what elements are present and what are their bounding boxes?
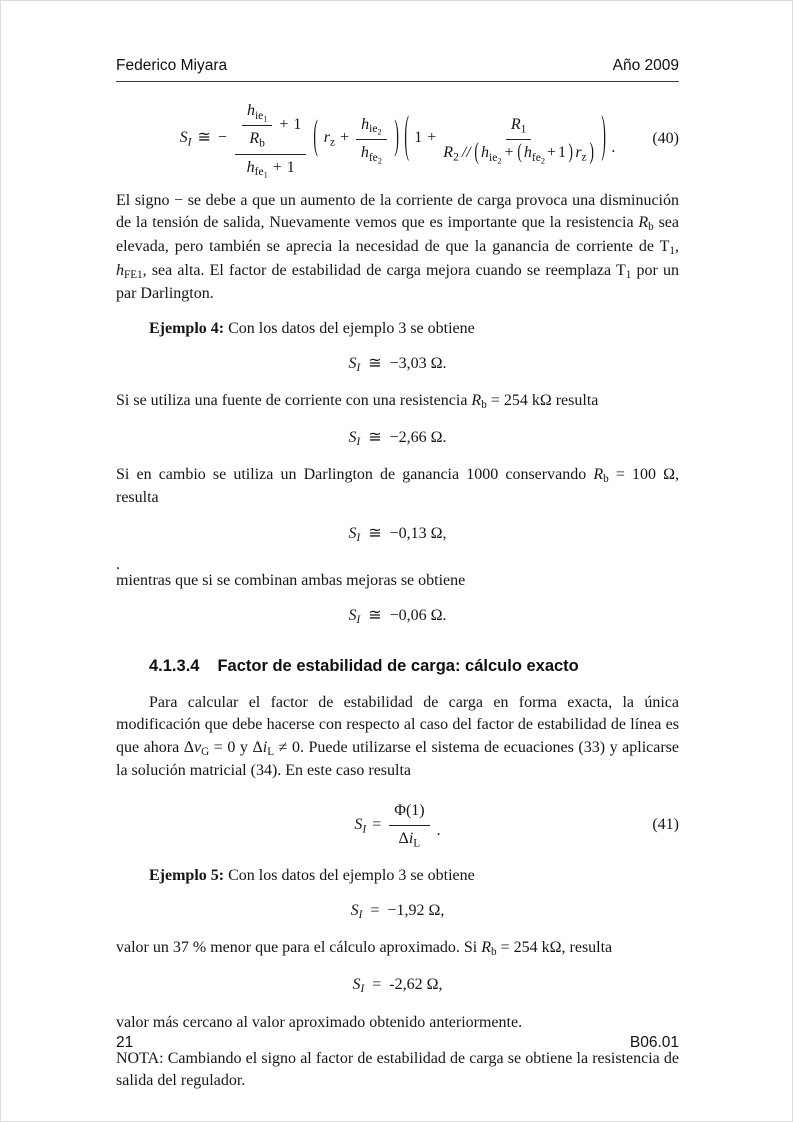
example-4-intro: Ejemplo 4: Con los datos del ejemplo 3 se obtiene [149, 319, 475, 337]
plus-sign: + [546, 144, 556, 162]
si-term: $S_I$ [354, 815, 367, 836]
paragraph-sign-explanation: El signo − se debe a que un aumento de la corriente de carga provoca una disminución de la tensión de salida, Nuevamente vemos que es importante que la resistencia Rb sea elevada, pero también se aprecia la necesidad de que la ganancia de corriente de T1, hFE1, sea alta. El factor de estabilidad de carga mejora cuando se reemplaza T1 por un par Darlington. [116, 191, 680, 303]
h-fe1-term: $h_{fe_1}$ [246, 158, 268, 180]
plus-sign: + [279, 115, 289, 133]
result-si-266: SI ≅ −2,66 Ω. [348, 428, 447, 448]
rz-term: $r_z$ [323, 129, 336, 149]
equation-41-number: (41) [652, 815, 679, 833]
page-header [116, 55, 679, 77]
equation-40-body [180, 98, 616, 179]
rz-term: $r_z$ [575, 144, 587, 164]
close-paren: ) [568, 141, 573, 164]
minus-sign: − [217, 129, 227, 147]
one-term: 1 [414, 129, 423, 147]
plus-sign: + [504, 144, 514, 162]
h-ie1-term: $h_{ie_1}$ [246, 102, 268, 124]
paragraph-closer-value: valor más cercano al valor aproximado obtenido anteriormente. [116, 1013, 523, 1031]
phi-fraction [389, 799, 429, 851]
r1-term: $R_1$ [510, 115, 527, 136]
si-term: $S_I$ [179, 129, 192, 149]
r1-fraction [443, 113, 594, 165]
end-period: . [611, 139, 616, 157]
main-fraction [235, 98, 306, 179]
section-title: Factor de estabilidad de carga: cálculo exacto [217, 656, 579, 675]
one-term: 1 [286, 158, 295, 176]
phi-term: Φ(1) [394, 801, 425, 819]
plus-sign: + [340, 129, 350, 147]
paragraph-both-improvements: mientras que si se combinan ambas mejoras se obtiene [116, 571, 466, 589]
equation-40 [116, 90, 679, 188]
page-footer [116, 1032, 679, 1054]
open-paren: ( [404, 109, 409, 164]
close-paren: ) [589, 139, 594, 166]
result-si-006: SI ≅ −0,06 Ω. [348, 607, 447, 627]
header-author: Federico Miyara [116, 57, 228, 74]
open-paren: ( [474, 139, 479, 166]
example-5-intro: Ejemplo 5: Con los datos del ejemplo 3 se obtiene [149, 866, 475, 884]
approx-sign: ≅ [197, 129, 211, 147]
result-si-192: SI = −1,92 Ω, [350, 902, 445, 922]
section-number: 4.1.3.4 [149, 656, 200, 675]
result-si-262: SI = -2,62 Ω, [352, 975, 443, 995]
close-paren: ) [601, 109, 606, 164]
header-year: Año 2009 [612, 57, 679, 74]
close-paren: ) [393, 114, 399, 159]
footer-doc-code: B06.01 [629, 1034, 679, 1051]
paragraph-exact-calculation: Para calcular el factor de estabilidad de carga en forma exacta, la única modificación que debe hacerse con respecto al caso del factor de estabilidad de línea es que ahora ΔvG = 0 y ΔiL ≠ 0. Puede utilizarse el sistema de ecuaciones (33) y aplicarse la solución matricial (34). En este caso resulta [116, 693, 680, 780]
equation-41 [116, 795, 679, 855]
h-fe2-term: $h_{fe_2}$ [523, 144, 545, 166]
result-si-303: SI ≅ −3,03 Ω. [348, 355, 447, 375]
end-period: . [436, 821, 441, 839]
one-term: 1 [293, 115, 302, 133]
inner-fraction [242, 99, 272, 151]
h-fe2-term: $h_{fe_2}$ [360, 144, 382, 166]
h-ie2-term: $h_{ie_2}$ [481, 144, 502, 166]
parallel-operator: // [461, 144, 471, 162]
h-ie2-term: $h_{ie_2}$ [361, 115, 382, 137]
equation-41-body [354, 799, 440, 851]
open-paren: ( [516, 141, 522, 164]
footer-page-number: 21 [116, 1034, 134, 1051]
stray-period: . [116, 555, 120, 573]
equation-40-number: (40) [652, 129, 679, 147]
equals-sign: = [372, 815, 382, 833]
delta-il-term: $\Delta i_L$ [398, 830, 421, 850]
rb-term: $R_b$ [249, 130, 265, 150]
h2-fraction [356, 113, 386, 165]
r2-term: $R_2$ [443, 144, 459, 164]
result-si-013: SI ≅ −0,13 Ω, [348, 524, 447, 544]
paragraph-darlington: Si en cambio se utiliza un Darlington de ganancia 1000 conservando Rb = 100 Ω, resulta [116, 465, 680, 507]
section-heading [149, 655, 679, 678]
header-rule [116, 81, 679, 82]
open-paren: ( [313, 114, 319, 159]
plus-sign: + [427, 129, 437, 147]
paragraph-current-source: Si se utiliza una fuente de corriente con una resistencia Rb = 254 kΩ resulta [116, 392, 599, 412]
paragraph-37-percent: valor un 37 % menor que para el cálculo aproximado. Si Rb = 254 kΩ, resulta [116, 939, 613, 959]
paragraph-nota: NOTA: Cambiando el signo al factor de estabilidad de carga se obtiene la resistencia de salida del regulador. [116, 1050, 679, 1090]
one-term: 1 [557, 144, 566, 162]
plus-sign: + [272, 158, 282, 176]
